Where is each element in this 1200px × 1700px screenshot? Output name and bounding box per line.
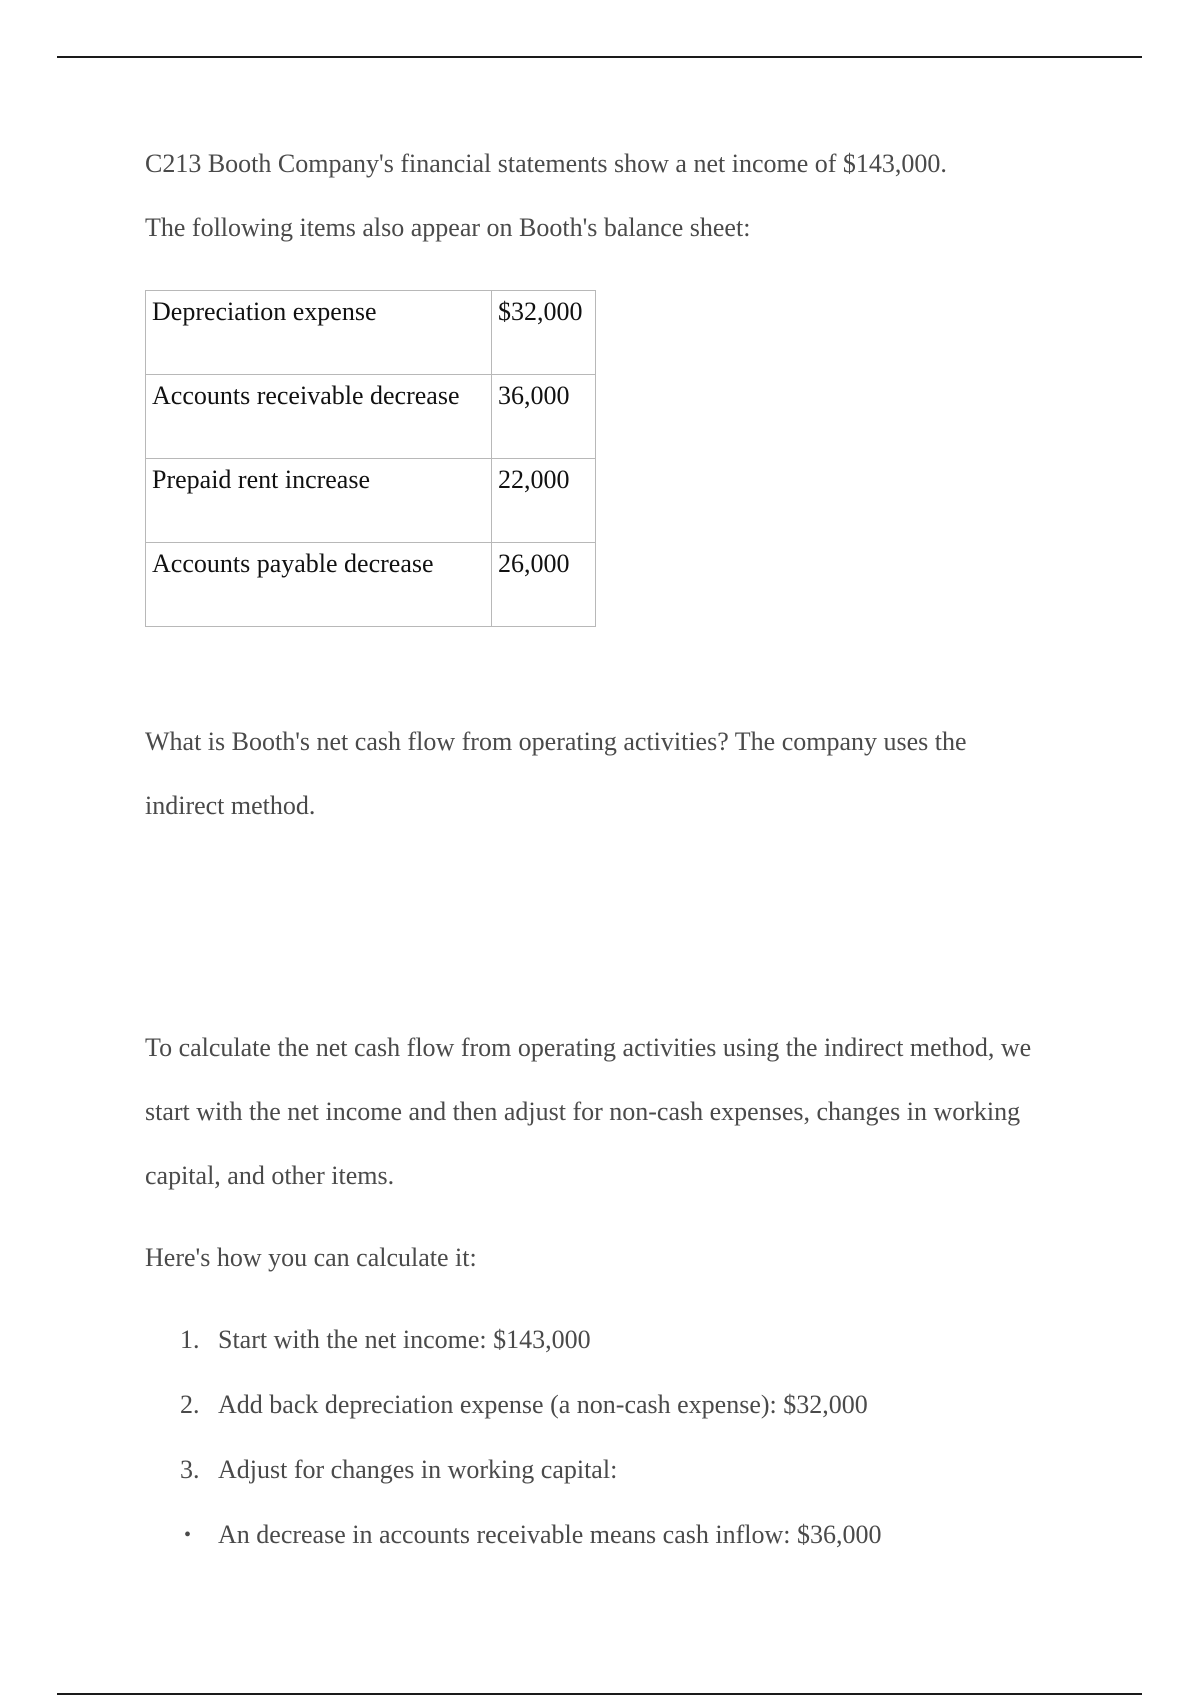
table-cell-label: Accounts receivable decrease: [146, 375, 492, 459]
table-row: [146, 459, 596, 543]
working-capital-bullets: [145, 1513, 881, 1578]
table-row: [146, 375, 596, 459]
calculation-steps: [145, 1318, 868, 1513]
intro-line-1: C213 Booth Company's financial statements show a net income of $143,000.: [145, 149, 947, 178]
list-item: [145, 1383, 868, 1448]
bullet-icon: •: [184, 1524, 192, 1546]
question-line-1: What is Booth's net cash flow from operating activities? The company uses the: [145, 727, 967, 756]
step-number: 3.: [180, 1455, 200, 1484]
table-cell-value: 26,000: [492, 543, 596, 627]
list-item: [145, 1448, 868, 1513]
balance-sheet-table: [145, 290, 596, 627]
bullet-text: An decrease in accounts receivable means cash inflow: $36,000: [218, 1520, 882, 1549]
step-number: 2.: [180, 1390, 200, 1419]
bottom-rule: [57, 1693, 1142, 1695]
step-text: Start with the net income: $143,000: [218, 1325, 591, 1354]
answer-explanation: To calculate the net cash flow from operating activities using the indirect method, we start with the net income and then adjust for non-cash expenses, changes in working capital, and other items.: [145, 1033, 1032, 1190]
table-cell-label: Accounts payable decrease: [146, 543, 492, 627]
list-item: [145, 1513, 881, 1578]
step-number: 1.: [180, 1325, 200, 1354]
top-rule: [57, 56, 1142, 58]
table-cell-label: Depreciation expense: [146, 291, 492, 375]
table-cell-value: 22,000: [492, 459, 596, 543]
table-cell-value: $32,000: [492, 291, 596, 375]
step-text: Add back depreciation expense (a non-cash expense): $32,000: [218, 1390, 868, 1419]
table-row: [146, 543, 596, 627]
step-text: Adjust for changes in working capital:: [218, 1455, 618, 1484]
question-line-2: indirect method.: [145, 791, 316, 820]
intro-line-2: The following items also appear on Booth's balance sheet:: [145, 213, 751, 242]
list-item: [145, 1318, 868, 1383]
table-row: [146, 291, 596, 375]
table-cell-label: Prepaid rent increase: [146, 459, 492, 543]
table-cell-value: 36,000: [492, 375, 596, 459]
answer-lead: Here's how you can calculate it:: [145, 1243, 477, 1272]
